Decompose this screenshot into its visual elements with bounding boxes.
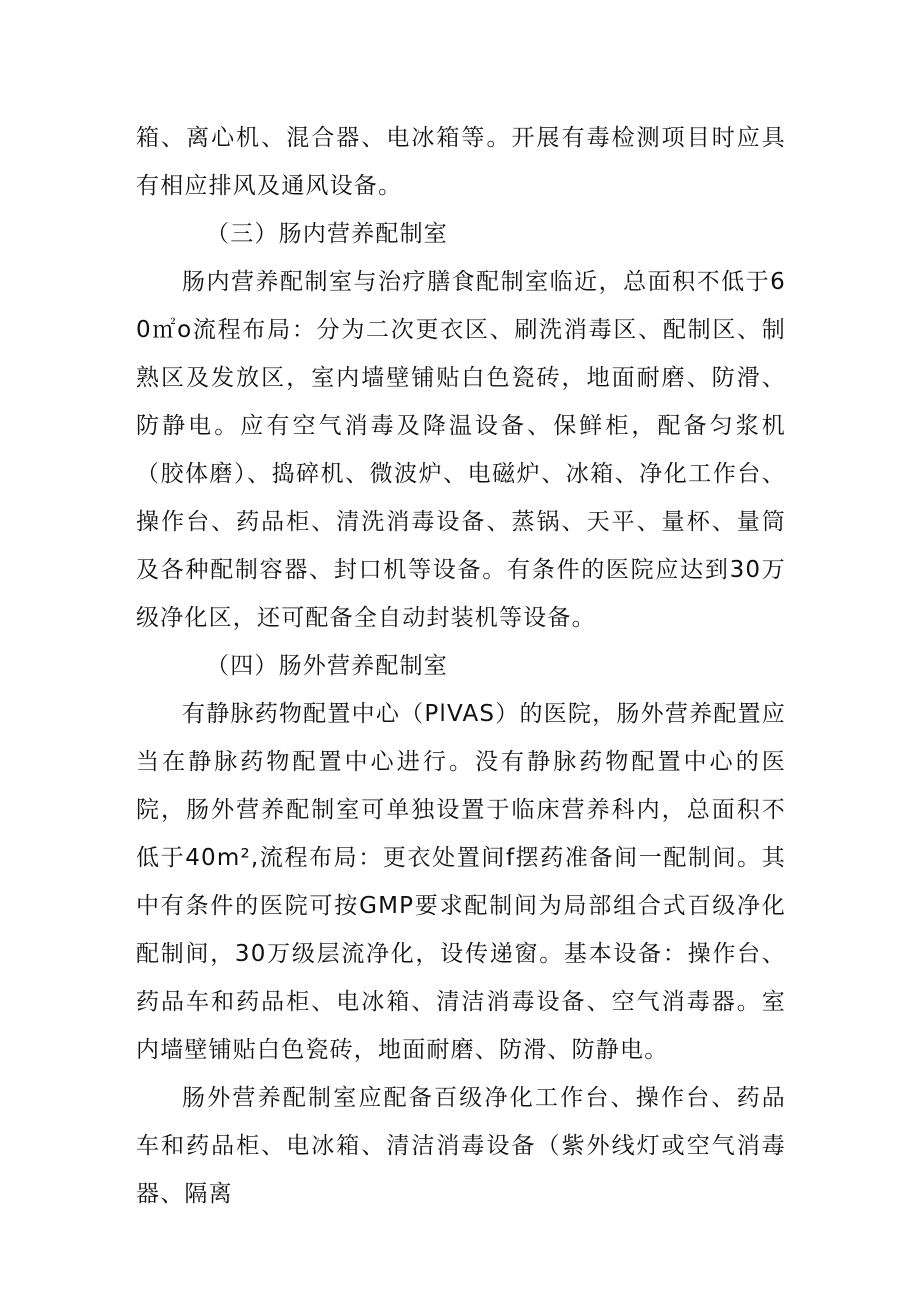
paragraph-parenteral-equipment: 肠外营养配制室应配备百级净化工作台、操作台、药品车和药品柜、电冰箱、清洁消毒设备（紫外线灯或空气消毒器、隔离 (136, 1085, 786, 1207)
paragraph-continuation: 箱、离心机、混合器、电冰箱等。开展有毒检测项目时应具有相应排风及通风设备。 (136, 125, 786, 199)
paragraph-enteral-nutrition-room: 肠内营养配制室与治疗膳食配制室临近，总面积不低于60㎡o流程布局：分为二次更衣区、刷洗消毒区、配制区、制熟区及发放区，室内墙壁铺贴白色瓷砖，地面耐磨、防滑、防静电。应有空气消毒及降温设备、保鲜柜，配备匀浆机（胶体磨）、捣碎机、微波炉、电磁炉、冰箱、净化工作台、操作台、药品柜、清洗消毒设备、蒸锅、天平、量杯、量筒及各种配制容器、封口机等设备。有条件的医院应达到30万级净化区，还可配备全自动封装机等设备。 (136, 269, 786, 631)
paragraph-parenteral-nutrition-room: 有静脉药物配置中心（PlVAS）的医院，肠外营养配置应当在静脉药物配置中心进行。没有静脉药物配置中心的医院，肠外营养配制室可单独设置于临床营养科内，总面积不低于40m²,流程布局：更衣处置间f摆药准备间一配制间。其中有条件的医院可按GMP要求配制间为局部组合式百级净化配制间，30万级层流净化，设传递窗。基本设备：操作台、药品车和药品柜、电冰箱、清洁消毒设备、空气消毒器。室内墙壁铺贴白色瓷砖，地面耐磨、防滑、防静电。 (136, 701, 786, 1063)
document-body (136, 114, 786, 1218)
section-heading-parenteral-nutrition-room: （四）肠外营养配制室 (206, 653, 448, 679)
section-heading-enteral-nutrition-room: （三）肠内营养配制室 (206, 221, 448, 247)
